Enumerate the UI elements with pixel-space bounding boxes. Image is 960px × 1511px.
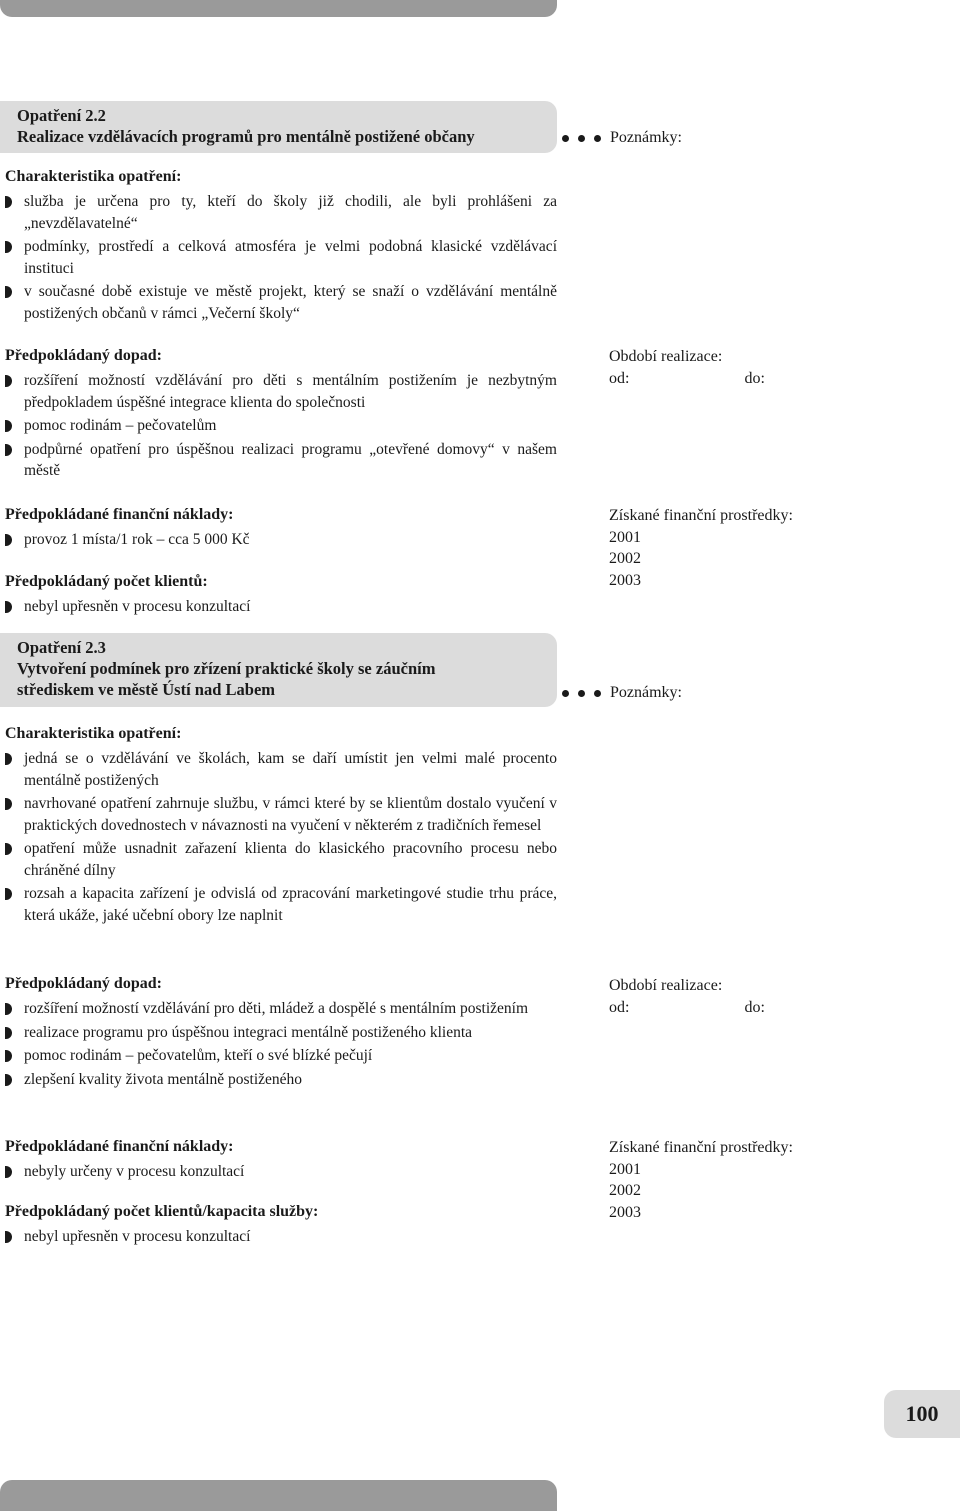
section-title: Předpokládaný počet klientů/kapacita služby: bbox=[5, 1203, 319, 1220]
to-label: do: bbox=[744, 998, 765, 1016]
bullet-icon bbox=[5, 444, 12, 456]
year: 2001 bbox=[609, 528, 641, 546]
dot-icon bbox=[578, 690, 585, 697]
period-block bbox=[609, 346, 779, 389]
measure-title: Realizace vzdělávacích programů pro mentálně postižené občany bbox=[17, 127, 475, 146]
costs-section bbox=[5, 505, 557, 553]
characteristics-section bbox=[5, 167, 557, 326]
bullet-icon bbox=[5, 888, 12, 900]
bullet-icon bbox=[5, 753, 12, 765]
bullet-icon bbox=[5, 843, 12, 855]
bullet-icon bbox=[5, 1074, 12, 1086]
list-item: v současné době existuje ve městě projekt, který se snaží o vzdělávání mentálně postižených občanů v rámci „Večerní školy“ bbox=[5, 281, 557, 324]
year: 2003 bbox=[609, 1203, 641, 1221]
list-item: zlepšení kvality života mentálně postiženého bbox=[5, 1069, 557, 1091]
year: 2002 bbox=[609, 1182, 641, 1199]
bottom-decorative-bar bbox=[0, 1480, 557, 1511]
period-block bbox=[609, 975, 779, 1018]
measure-title: Vytvoření podmínek pro zřízení praktické školy se záučním bbox=[17, 659, 436, 678]
top-decorative-bar bbox=[0, 0, 557, 17]
notes-marker bbox=[562, 683, 682, 703]
section-title: Předpokládaný dopad: bbox=[5, 347, 162, 364]
dot-icon bbox=[562, 135, 569, 142]
list-item: rozšíření možností vzdělávání pro děti s mentálním postižením je nezbytným předpokladem úspěšné integrace klienta do společnosti bbox=[5, 370, 557, 413]
list-item: navrhované opatření zahrnuje službu, v rámci které by se klientům dostalo vyučení v praktických dovednostech v návaznosti na vyučení v některém z tradičních řemesel bbox=[5, 793, 557, 836]
clients-section bbox=[5, 572, 557, 620]
year: 2002 bbox=[609, 550, 641, 567]
characteristics-section bbox=[5, 724, 557, 928]
bullet-icon bbox=[5, 534, 12, 546]
section-title: Předpokládaný dopad: bbox=[5, 975, 162, 992]
year: 2003 bbox=[609, 571, 641, 589]
bullet-icon bbox=[5, 1166, 12, 1178]
bullet-icon bbox=[5, 196, 12, 208]
funds-block bbox=[609, 1137, 793, 1223]
period-label: Období realizace: bbox=[609, 977, 723, 994]
list-item: pomoc rodinám – pečovatelům bbox=[5, 415, 557, 437]
list-item: pomoc rodinám – pečovatelům, kteří o své blízké pečují bbox=[5, 1045, 557, 1067]
bullet-icon bbox=[5, 1231, 12, 1243]
measure-number: Opatření 2.3 bbox=[17, 638, 106, 657]
funds-block bbox=[609, 505, 793, 591]
bullet-icon bbox=[5, 241, 12, 253]
notes-label: Poznámky: bbox=[610, 684, 682, 701]
funds-label: Získané finanční prostředky: bbox=[609, 1139, 793, 1156]
clients-section bbox=[5, 1202, 557, 1250]
section-title: Předpokládané finanční náklady: bbox=[5, 506, 234, 523]
list-item: podpůrné opatření pro úspěšnou realizaci programu „otevřené domovy“ v našem městě bbox=[5, 439, 557, 482]
costs-section bbox=[5, 1137, 557, 1185]
section-title: Charakteristika opatření: bbox=[5, 725, 182, 742]
funds-label: Získané finanční prostředky: bbox=[609, 507, 793, 524]
section-title: Předpokládaný počet klientů: bbox=[5, 573, 208, 590]
dot-icon bbox=[578, 135, 585, 142]
measure-number: Opatření 2.2 bbox=[17, 106, 106, 125]
bullet-icon bbox=[5, 286, 12, 298]
bullet-icon bbox=[5, 375, 12, 387]
dot-icon bbox=[594, 135, 601, 142]
impact-section bbox=[5, 974, 557, 1092]
to-label: do: bbox=[744, 369, 765, 387]
from-label: od: bbox=[609, 369, 630, 387]
bullet-icon bbox=[5, 798, 12, 810]
impact-section bbox=[5, 346, 557, 484]
measure-heading bbox=[0, 101, 557, 153]
section-title: Charakteristika opatření: bbox=[5, 168, 182, 185]
list-item: rozsah a kapacita zařízení je odvislá od zpracování marketingové studie trhu práce, která ukáže, jaké učební obory lze naplnit bbox=[5, 883, 557, 926]
list-item: nebyl upřesněn v procesu konzultací bbox=[5, 1226, 557, 1248]
list-item: jedná se o vzdělávání ve školách, kam se daří umístit jen velmi malé procento mentálně postižených bbox=[5, 748, 557, 791]
year: 2001 bbox=[609, 1160, 641, 1178]
bullet-icon bbox=[5, 1003, 12, 1015]
list-item: rozšíření možností vzdělávání pro děti, mládež a dospělé s mentálním postižením bbox=[5, 998, 557, 1020]
dot-icon bbox=[594, 690, 601, 697]
list-item: nebyl upřesněn v procesu konzultací bbox=[5, 596, 557, 618]
list-item: realizace programu pro úspěšnou integraci mentálně postiženého klienta bbox=[5, 1022, 557, 1044]
section-title: Předpokládané finanční náklady: bbox=[5, 1138, 234, 1155]
bullet-icon bbox=[5, 1027, 12, 1039]
from-label: od: bbox=[609, 998, 630, 1016]
list-item: služba je určena pro ty, kteří do školy již chodili, ale byli prohlášeni za „nevzdělavatelné“ bbox=[5, 191, 557, 234]
list-item: opatření může usnadnit zařazení klienta do klasického pracovního procesu nebo chráněné dílny bbox=[5, 838, 557, 881]
measure-heading bbox=[0, 633, 557, 707]
bullet-icon bbox=[5, 601, 12, 613]
measure-title: střediskem ve městě Ústí nad Labem bbox=[17, 680, 276, 699]
notes-marker bbox=[562, 128, 682, 148]
list-item: provoz 1 místa/1 rok – cca 5 000 Kč bbox=[5, 529, 557, 551]
list-item: podmínky, prostředí a celková atmosféra je velmi podobná klasické vzdělávací instituci bbox=[5, 236, 557, 279]
bullet-icon bbox=[5, 420, 12, 432]
page-number: 100 bbox=[884, 1390, 960, 1438]
dot-icon bbox=[562, 690, 569, 697]
bullet-icon bbox=[5, 1050, 12, 1062]
notes-label: Poznámky: bbox=[610, 129, 682, 146]
list-item: nebyly určeny v procesu konzultací bbox=[5, 1161, 557, 1183]
period-label: Období realizace: bbox=[609, 348, 723, 365]
